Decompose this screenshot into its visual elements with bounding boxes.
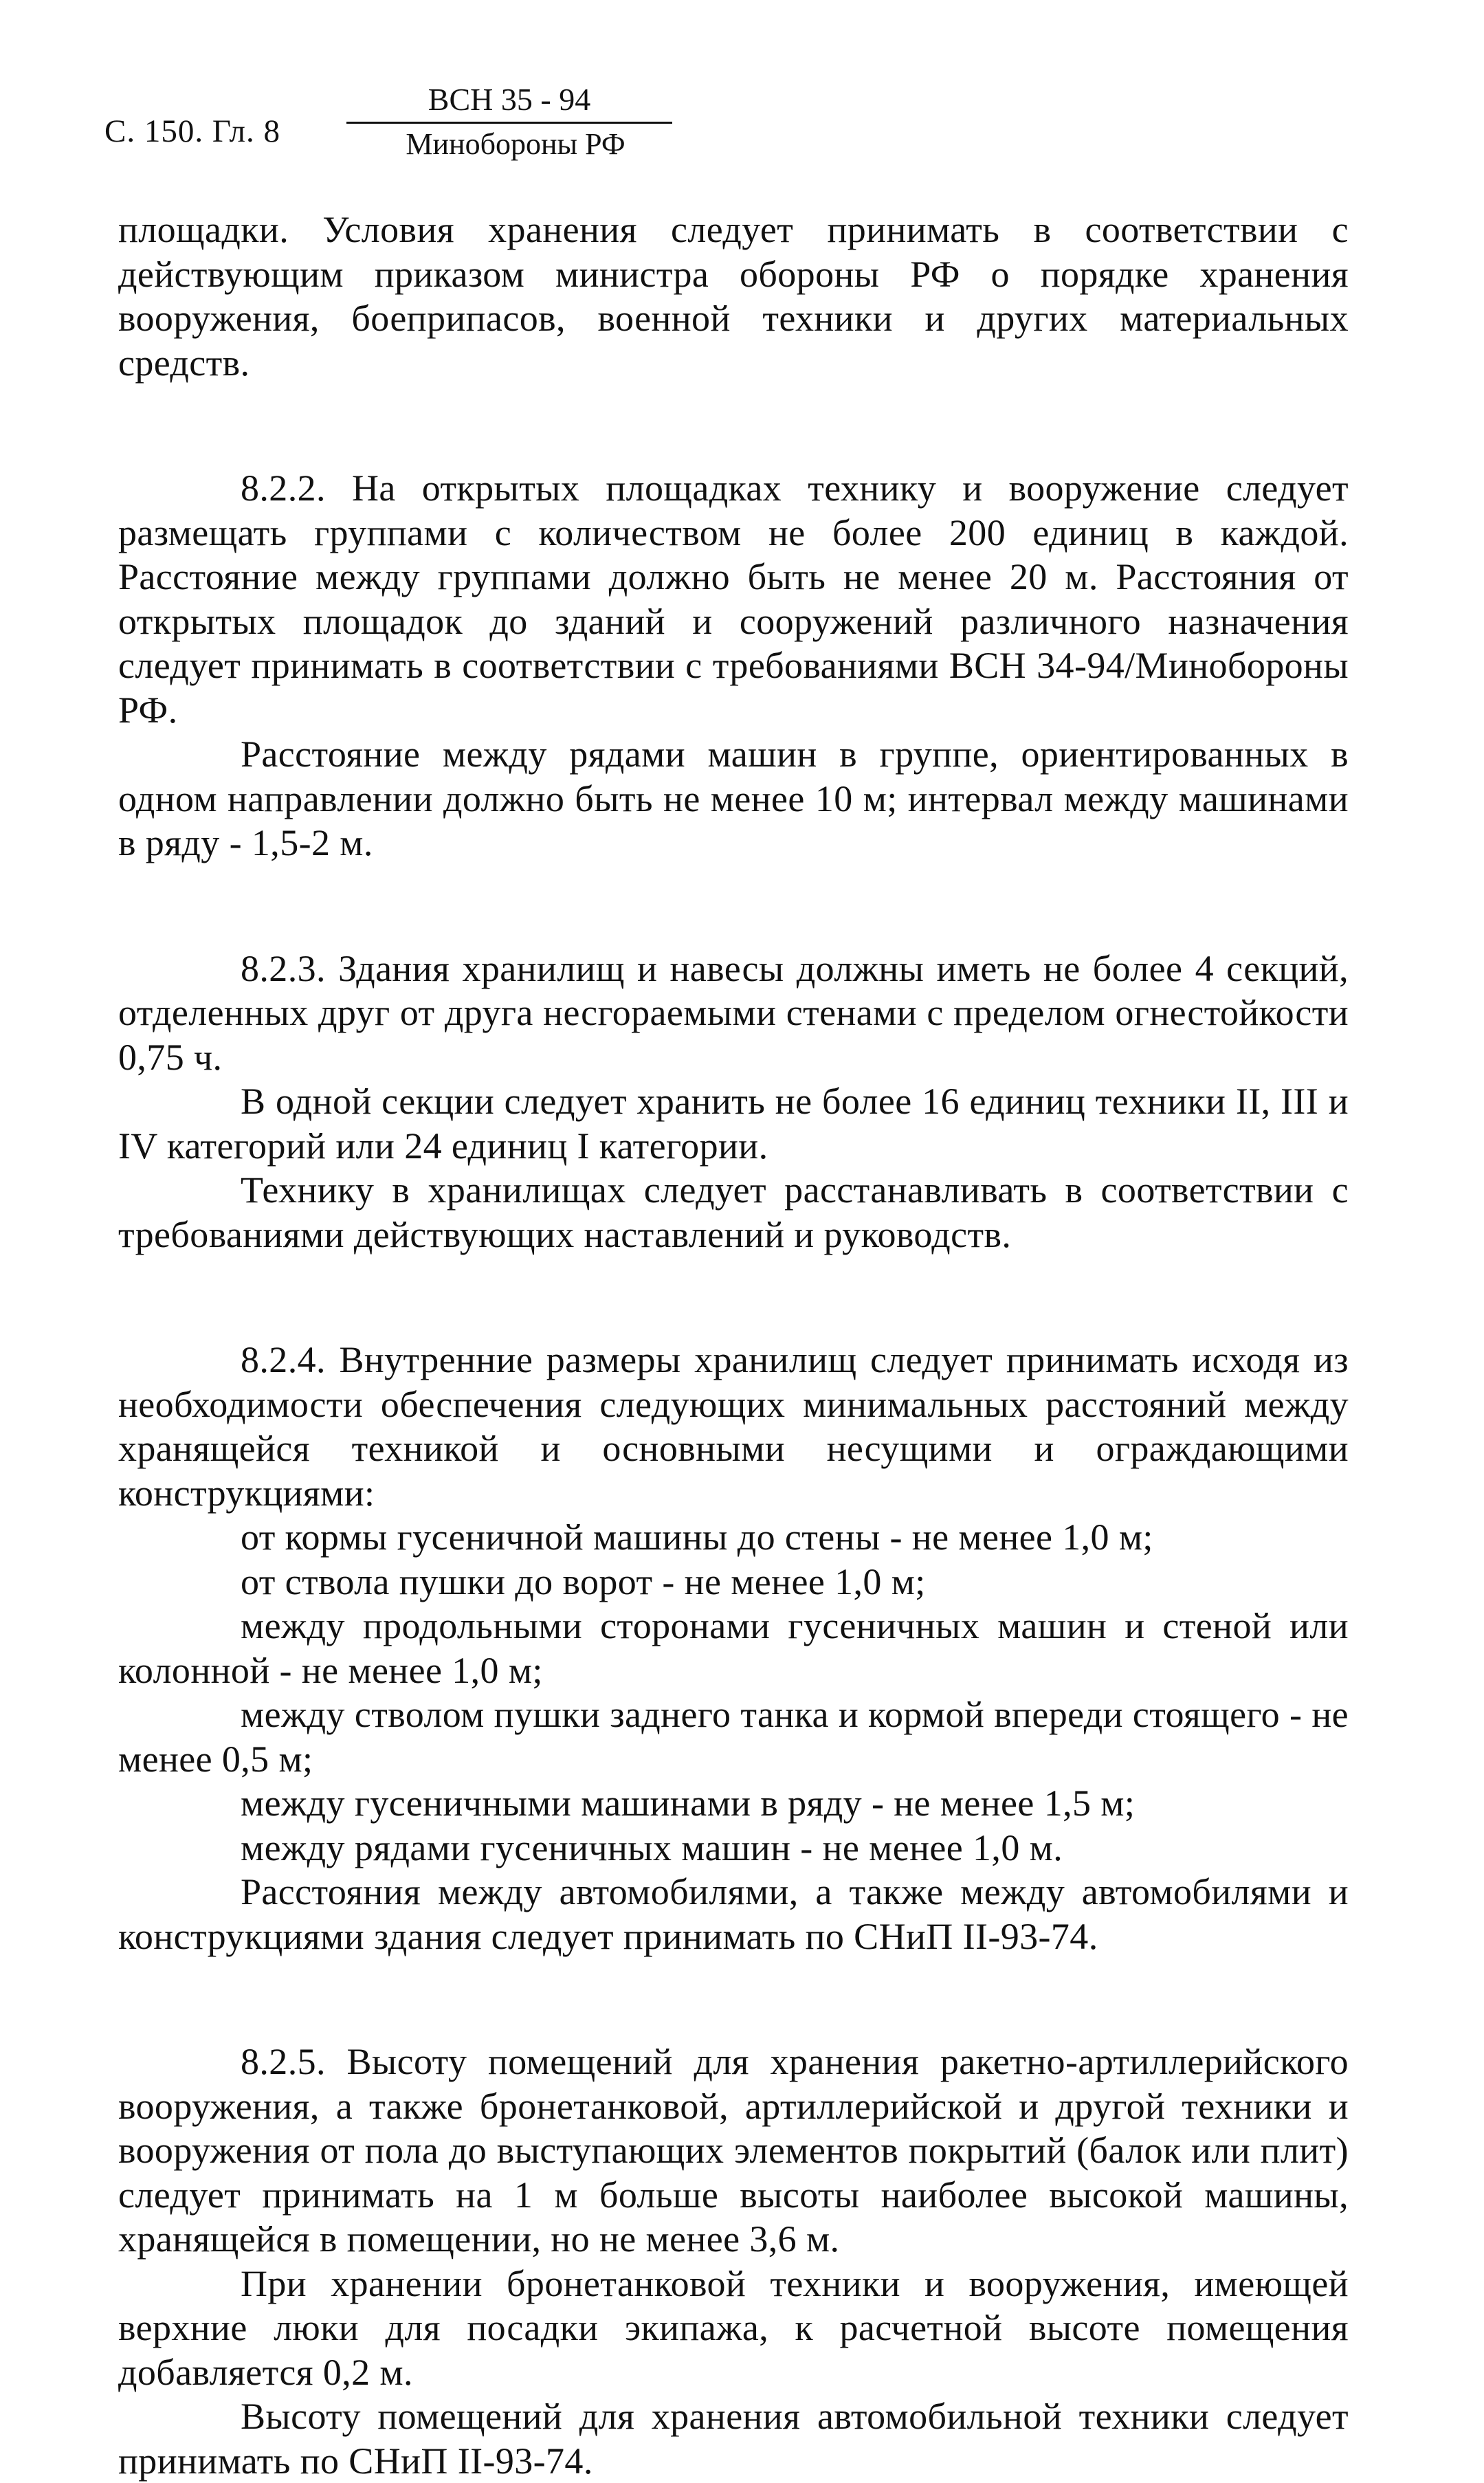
list-item: между продольными сторонами гусеничных машин и стеной или колонной - не менее 1,0 м; (118, 1605, 1349, 1691)
paragraph-continuation: площадки. Условия хранения следует принимать в соответствии с действующим приказом министра обороны РФ о порядке хранения вооружения, боеприпасов, военной техники и других материальных средств. (118, 209, 1349, 384)
clause-8-2-3-section-capacity: В одной секции следует хранить не более 16 единиц техники II, III и IV категорий или 24 единиц I категории. (118, 1081, 1349, 1167)
clause-8-2-3-placement: Технику в хранилищах следует расстанавливать в соответствии с требованиями действующих наставлений и руководств. (118, 1169, 1349, 1255)
document-designation (326, 81, 705, 162)
clause-8-2-4-vehicles: Расстояния между автомобилями, а также между автомобилями и конструкциями здания следует принимать по СНиП II-93-74. (118, 1871, 1349, 1957)
document-code: ВСН 35 - 94 (346, 81, 672, 124)
clause-8-2-4: 8.2.4. Внутренние размеры хранилищ следует принимать исходя из необходимости обеспечения следующих минимальных расстояний между хранящейся техникой и основными несущими и ограждающими конструкциями: (118, 1339, 1349, 1514)
clause-8-2-2-rows: Расстояние между рядами машин в группе, ориентированных в одном направлении должно быть не менее 10 м; интервал между машинами в ряду - 1,5-2 м. (118, 733, 1349, 863)
page-reference: С. 150. Гл. 8 (104, 113, 280, 149)
page-body (118, 208, 1349, 2483)
list-item: между стволом пушки заднего танка и кормой впереди стоящего - не менее 0,5 м; (118, 1694, 1349, 1780)
clause-8-2-2: 8.2.2. На открытых площадках технику и вооружение следует размещать группами с количеством не более 200 единиц в каждой. Расстояние между группами должно быть не менее 20 м. Расстояния от открытых площадок до зданий и сооружений различного назначения следует принимать в соответствии с требованиями ВСН 34-94/Минобороны РФ. (118, 467, 1349, 731)
clause-8-2-3: 8.2.3. Здания хранилищ и навесы должны иметь не более 4 секций, отделенных друг от друга несгораемыми стенами с пределом огнестойкости 0,75 ч. (118, 947, 1349, 1078)
list-item: между гусеничными машинами в ряду - не менее 1,5 м; (241, 1783, 1136, 1824)
list-item: от кормы гусеничной машины до стены - не менее 1,0 м; (241, 1516, 1153, 1558)
clause-8-2-5-hatches: При хранении бронетанковой техники и вооружения, имеющей верхние люки для посадки экипажа, к расчетной высоте помещения добавляется 0,2 м. (118, 2262, 1349, 2393)
clause-8-2-5: 8.2.5. Высоту помещений для хранения ракетно-артиллерийского вооружения, а также бронетанковой, артиллерийской и другой техники и вооружения от пола до выступающих элементов покрытий (балок или плит) следует принимать на 1 м больше высоты наиболее высокой машины, хранящейся в помещении, но не менее 3,6 м. (118, 2041, 1349, 2260)
page-header (104, 81, 627, 170)
list-item: между рядами гусеничных машин - не менее 1,0 м. (241, 1827, 1063, 1868)
list-item: от ствола пушки до ворот - не менее 1,0 м; (241, 1560, 926, 1602)
clause-8-2-5-automobile: Высоту помещений для хранения автомобильной техники следует принимать по СНиП II-93-74. (118, 2396, 1349, 2482)
ministry-name: Минобороны РФ (406, 127, 625, 161)
